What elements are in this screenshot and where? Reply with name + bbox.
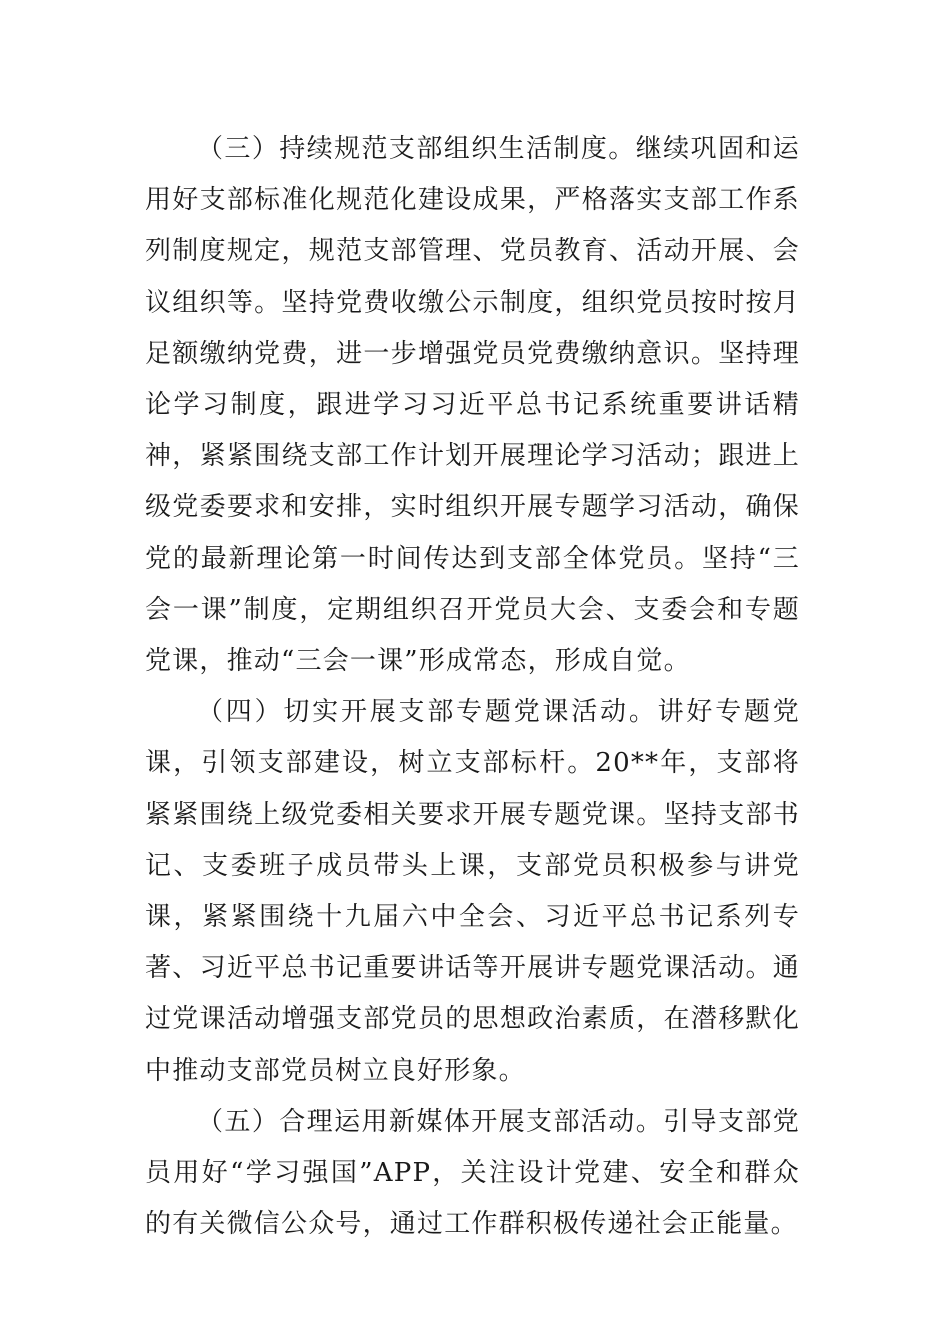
paragraph-section-4: （四）切实开展支部专题党课活动。讲好专题党课，引领支部建设，树立支部标杆。20**年，支部将紧紧围绕上级党委相关要求开展专题党课。坚持支部书记、支委班子成员带头上课，支部党员积极参与讲党课，紧紧围绕十九届六中全会、习近平总书记系列专著、习近平总书记重要讲话等开展讲专题党课活动。通过党课活动增强支部党员的思想政治素质，在潜移默化中推动支部党员树立良好形象。: [145, 697, 800, 1086]
paragraph-section-5: （五）合理运用新媒体开展支部活动。引导支部党员用好“学习强国”APP，关注设计党建、安全和群众的有关微信公众号，通过工作群积极传递社会正能量。: [145, 1106, 800, 1240]
document-body: [145, 124, 800, 1250]
paragraph-section-3: （三）持续规范支部组织生活制度。继续巩固和运用好支部标准化规范化建设成果，严格落实支部工作系列制度规定，规范支部管理、党员教育、活动开展、会议组织等。坚持党费收缴公示制度，组织党员按时按月足额缴纳党费，进一步增强党员党费缴纳意识。坚持理论学习制度，跟进学习习近平总书记系统重要讲话精神，紧紧围绕支部工作计划开展理论学习活动；跟进上级党委要求和安排，实时组织开展专题学习活动，确保党的最新理论第一时间传达到支部全体党员。坚持“三会一课”制度，定期组织召开党员大会、支委会和专题党课，推动“三会一课”形成常态，形成自觉。: [145, 134, 800, 677]
